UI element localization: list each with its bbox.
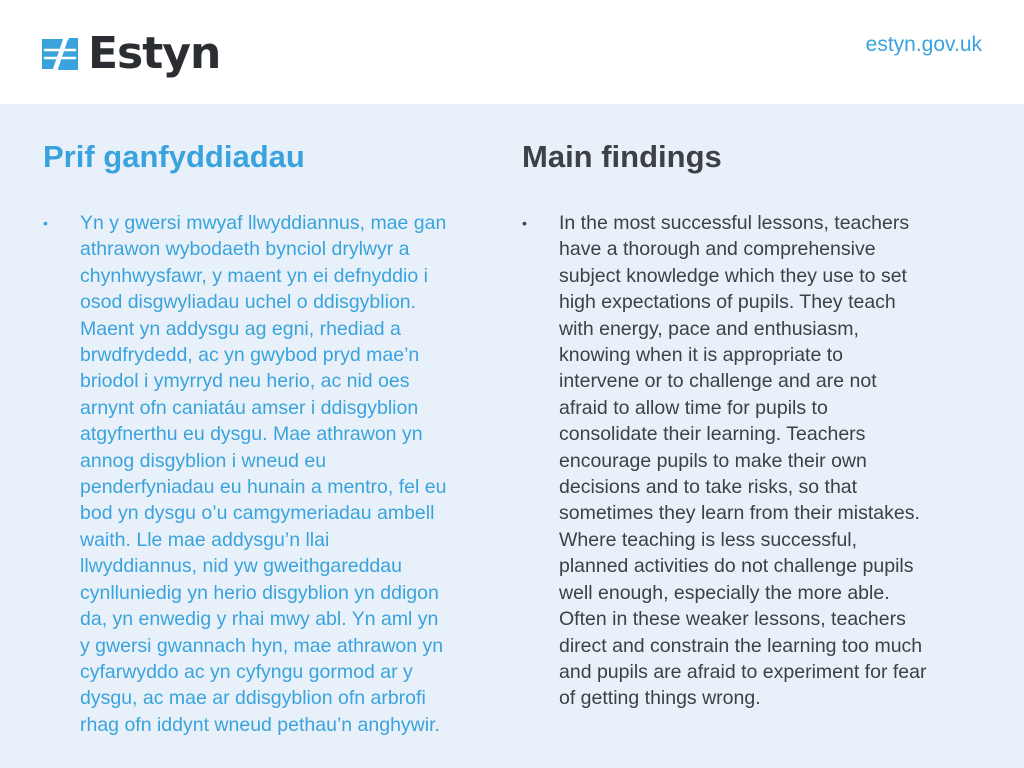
text-line: encourage pupils to make their own [559,449,867,472]
text-line: and pupils are afraid to experiment for fear [559,660,927,683]
text-line: waith. Lle mae addysgu’n llai [80,528,330,551]
welsh-column [43,138,503,738]
text-line: dysgu, ac mae ar ddisgyblion ofn arbrofi [80,687,426,710]
text-line: Often in these weaker lessons, teachers [559,608,906,631]
text-line: brwdfrydedd, ac yn gwybod pryd mae’n [80,344,420,367]
text-line: of getting things wrong. [559,687,761,710]
text-line: with energy, pace and enthusiasm, [559,317,859,340]
text-line: subject knowledge which they use to set [559,264,907,287]
text-line: annog disgyblion i wneud eu [80,449,327,472]
text-line: rhag ofn iddynt wneud pethau’n anghywir. [80,713,440,736]
welsh-heading: Prif ganfyddiadau [43,139,305,174]
text-line: bod yn dysgu o’u camgymeriadau ambell [80,502,435,525]
welsh-finding-text [80,210,503,738]
text-line: briodol i ymyrryd neu herio, ac nid oes [80,370,410,393]
text-line: penderfyniadau eu hunain a mentro, fel eu [80,476,447,499]
text-line: y gwersi gwannach hyn, mae athrawon yn [80,634,444,657]
text-line: atgyfnerthu eu dysgu. Mae athrawon yn [80,423,423,446]
english-heading: Main findings [522,139,722,174]
text-line: llwyddiannus, nid yw gweithgareddau [80,555,402,578]
text-line: consolidate their learning. Teachers [559,423,866,446]
text-line: sometimes they learn from their mistakes. [559,502,920,525]
text-line: afraid to allow time for pupils to [559,396,828,419]
text-line: have a thorough and comprehensive [559,238,876,261]
estyn-logo-icon [42,36,78,72]
text-line: planned activities do not challenge pupils [559,555,914,578]
text-line: decisions and to take risks, so that [559,476,858,499]
text-line: osod disgwyliadau uchel o ddisgyblion. [80,291,417,314]
bullet-icon: • [43,215,48,231]
text-line: direct and constrain the learning too much [559,634,923,657]
english-column [522,138,982,712]
text-line: In the most successful lessons, teachers [559,212,910,234]
text-line: high expectations of pupils. They teach [559,291,896,314]
logo-wordmark: Estyn [88,28,221,79]
page-header [0,0,1024,104]
text-line: Maent yn addysgu ag egni, rhediad a [80,317,401,340]
text-line: cynlluniedig yn herio disgyblion yn ddigon [80,581,439,604]
text-line: athrawon wybodaeth bynciol drylwyr a [80,238,410,261]
text-line: Where teaching is less successful, [559,528,858,551]
text-line: intervene or to challenge and are not [559,370,877,393]
welsh-finding-item [43,210,503,738]
bullet-icon: • [522,215,527,231]
text-line: da, yn enwedig y rhai mwy abl. Yn aml yn [80,608,439,631]
estyn-logo[interactable] [42,28,221,79]
findings-panel [0,104,1024,768]
site-url-link[interactable]: estyn.gov.uk [865,33,982,56]
text-line: chynhwysfawr, y maent yn ei defnyddio i [80,264,428,287]
text-line: well enough, especially the more able. [559,581,890,604]
text-line: arnynt ofn caniatáu amser i ddisgyblion [80,396,419,419]
text-line: cyfarwyddo ac yn cyfyngu gormod ar y [80,660,413,683]
text-line: knowing when it is appropriate to [559,344,843,367]
english-finding-item [522,210,982,712]
english-finding-text [559,210,982,712]
text-line: Yn y gwersi mwyaf llwyddiannus, mae gan [80,212,447,234]
